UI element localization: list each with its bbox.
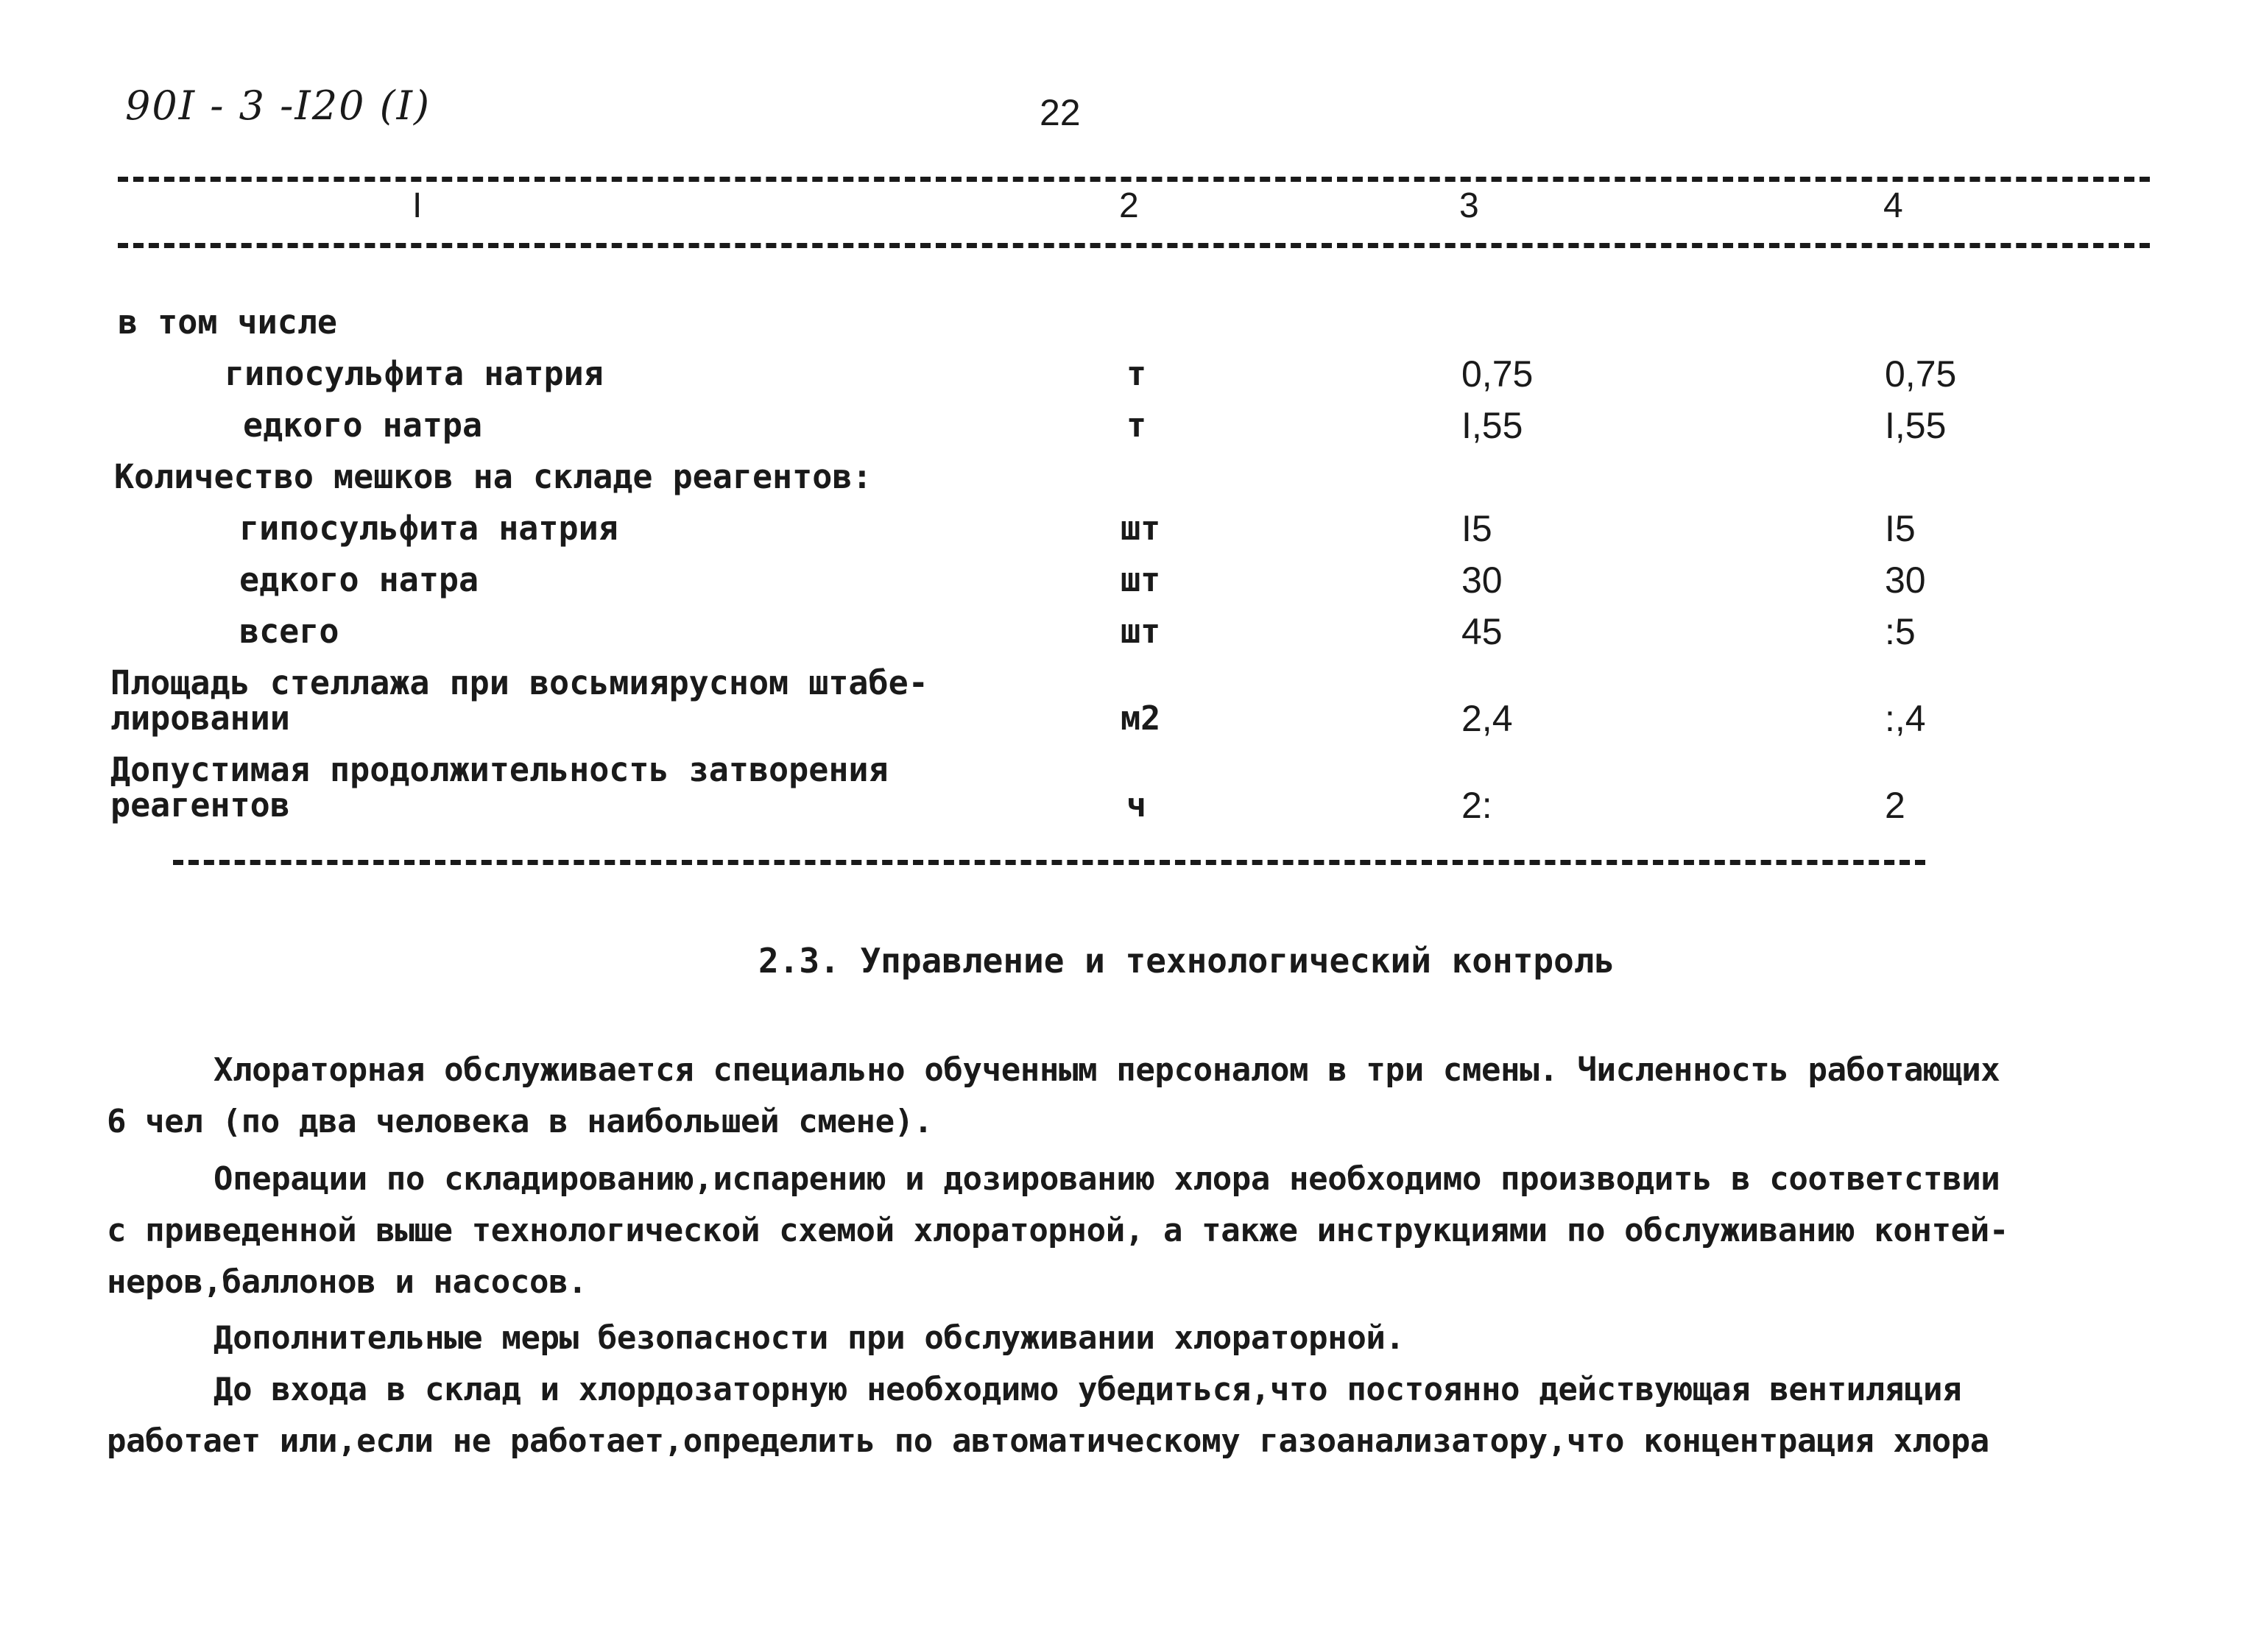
table-top-rule	[118, 177, 2150, 182]
table-row-col4: 0,75	[1885, 353, 1957, 395]
table-row-unit: шт	[1121, 560, 1161, 599]
paragraph-line: До входа в склад и хлордозаторную необходимо убедиться,что постоянно действующая вентиляция	[214, 1371, 1962, 1408]
table-row-label: реагентов	[110, 786, 290, 825]
table-row-col4: 30	[1885, 560, 1926, 601]
table-row-label: гипосульфита натрия	[239, 509, 618, 548]
paragraph-line: Хлораторная обслуживается специально обученным персоналом в три смены. Численность работающих	[214, 1051, 2000, 1089]
paragraph-line: 6 чел (по два человека в наибольшей смене).	[107, 1103, 933, 1140]
table-row-label: Количество мешков на складе реагентов:	[114, 457, 872, 496]
table-row-col3: 0,75	[1461, 353, 1534, 395]
table-row-col3: 2:	[1461, 785, 1492, 826]
column-number-2: 2	[1119, 186, 1139, 225]
section-heading: 2.3. Управление и технологический контроль	[758, 941, 1615, 981]
table-row-col4: I,55	[1885, 405, 1947, 446]
table-row-label: едкого натра	[243, 406, 483, 445]
column-number-3: 3	[1459, 186, 1479, 225]
table-row-col3: 45	[1461, 611, 1503, 652]
table-row-label: едкого натра	[239, 560, 479, 599]
table-row-unit: ч	[1126, 786, 1147, 825]
table-row-col4: I5	[1885, 508, 1916, 549]
table-row-col3: 2,4	[1461, 698, 1513, 739]
paragraph-line: с приведенной выше технологической схемой хлораторной, а также инструкциями по обслуживанию контей-	[107, 1212, 2008, 1249]
table-row-col4: 2	[1885, 785, 1905, 826]
column-number-4: 4	[1883, 186, 1903, 225]
table-header-rule	[118, 243, 2150, 248]
document-code: 90I - 3 -I20 (I)	[125, 82, 431, 129]
page-number: 22	[1040, 92, 1081, 133]
paragraph-line: Операции по складированию,испарению и дозированию хлора необходимо производить в соответствии	[214, 1160, 2000, 1198]
column-number-1: I	[412, 186, 423, 225]
table-row-label: Допустимая продолжительность затворения	[110, 750, 889, 789]
paragraph-line: работает или,если не работает,определить по автоматическому газоанализатору,что концентрация хлора	[107, 1422, 1989, 1460]
table-row-label: гипосульфита натрия	[225, 354, 604, 393]
table-row-col4: :5	[1885, 611, 1916, 652]
table-row-unit: шт	[1121, 612, 1161, 651]
table-row-col3: I,55	[1461, 405, 1523, 446]
table-row-unit: шт	[1121, 509, 1161, 548]
table-row-col3: I5	[1461, 508, 1492, 549]
table-row-label: лировании	[110, 699, 290, 738]
table-row-unit: т	[1126, 406, 1147, 445]
table-row-label: в том числе	[118, 303, 338, 342]
table-row-label: Площадь стеллажа при восьмиярусном штабе-	[110, 663, 928, 702]
paragraph-line: неров,баллонов и насосов.	[107, 1263, 588, 1301]
paragraph-line: Дополнительные меры безопасности при обслуживании хлораторной.	[214, 1319, 1405, 1357]
table-bottom-rule	[173, 860, 1925, 865]
table-row-unit: т	[1126, 354, 1147, 393]
table-row-col3: 30	[1461, 560, 1503, 601]
table-row-col4: :,4	[1885, 698, 1926, 739]
table-row-unit: м2	[1121, 699, 1161, 738]
table-row-label: всего	[239, 612, 339, 651]
